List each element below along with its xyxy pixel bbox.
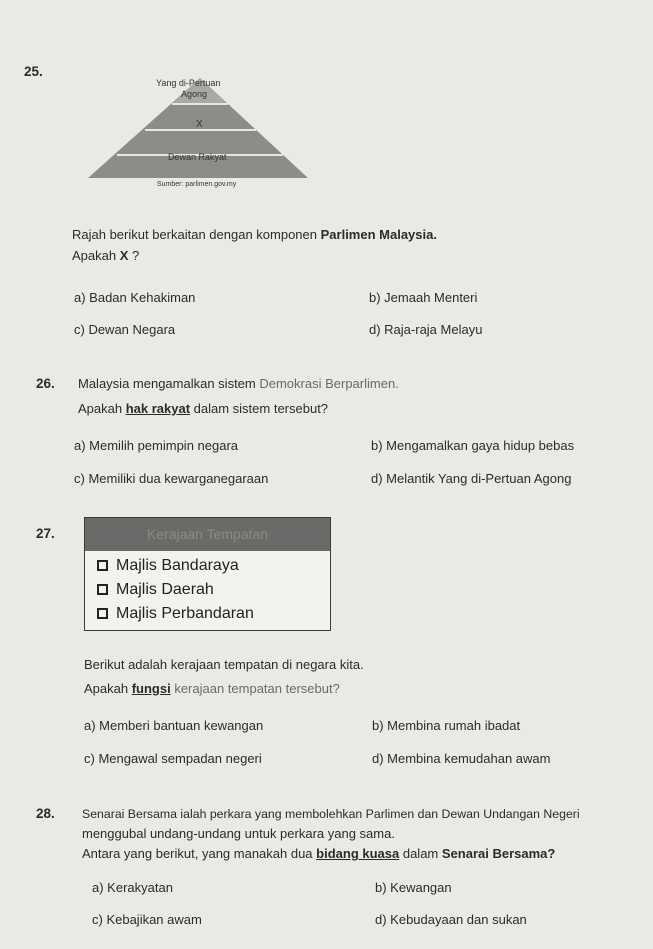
q26-question: Apakah hak rakyat dalam sistem tersebut? [78,401,329,416]
q27-option-b: b) Membina rumah ibadat [372,718,521,733]
q28-stem-line-2: menggubal undang-undang untuk perkara yang sama. [82,826,395,841]
question-number-25: 25. [24,64,43,79]
pyramid-label-top-2: Agong [181,89,208,99]
pyramid-label-bottom: Dewan Rakyat [168,152,227,162]
q27-question: Apakah fungsi kerajaan tempatan tersebut? [84,681,340,696]
q26-stem: Malaysia mengamalkan sistem Demokrasi Berparlimen. [78,376,399,391]
q28-question: Antara yang berikut, yang manakah dua bidang kuasa dalam Senarai Bersama? [82,846,556,861]
q28-option-d: d) Kebudayaan dan sukan [375,912,527,927]
q28-option-b: b) Kewangan [375,880,452,895]
pyramid-label-x: X [196,119,203,130]
q25-option-a: a) Badan Kehakiman [74,290,196,305]
question-number-26: 26. [36,376,55,391]
q26-option-a: a) Memilih pemimpin negara [74,438,239,453]
q26-option-c: c) Memiliki dua kewarganegaraan [74,471,269,486]
checkbox-icon [97,584,108,595]
question-number-27: 27. [36,526,55,541]
q25-option-c: c) Dewan Negara [74,322,176,337]
box-item-majlis-bandaraya: Majlis Bandaraya [97,557,239,575]
box-title: Kerajaan Tempatan [85,518,330,551]
pyramid-source: Sumber: parlimen.gov.my [157,181,237,188]
checkbox-icon [97,608,108,619]
q27-option-d: d) Membina kemudahan awam [372,751,551,766]
box-item-majlis-perbandaran: Majlis Perbandaran [97,605,254,623]
q26-option-b: b) Mengamalkan gaya hidup bebas [371,438,575,453]
question-number-28: 28. [36,806,55,821]
q28-option-c: c) Kebajikan awam [92,912,202,927]
q25-option-d: d) Raja-raja Melayu [369,322,483,337]
q27-option-c: c) Mengawal sempadan negeri [84,751,262,766]
q27-option-a: a) Memberi bantuan kewangan [84,718,264,733]
parliament-pyramid-diagram [50,60,310,200]
local-government-box [84,517,331,631]
pyramid-label-top: Yang di-Pertuan [156,78,221,88]
box-item-majlis-daerah: Majlis Daerah [97,581,214,599]
q25-question: Apakah X ? [72,248,140,263]
q25-intro: Rajah berikut berkaitan dengan komponen Parlimen Malaysia. [72,227,437,242]
q27-intro: Berikut adalah kerajaan tempatan di negara kita. [84,657,364,672]
q28-stem-line-1: Senarai Bersama ialah perkara yang membolehkan Parlimen dan Dewan Undangan Negeri [82,807,580,821]
checkbox-icon [97,560,108,571]
q25-option-b: b) Jemaah Menteri [369,290,478,305]
q26-option-d: d) Melantik Yang di-Pertuan Agong [371,471,572,486]
q28-option-a: a) Kerakyatan [92,880,173,895]
